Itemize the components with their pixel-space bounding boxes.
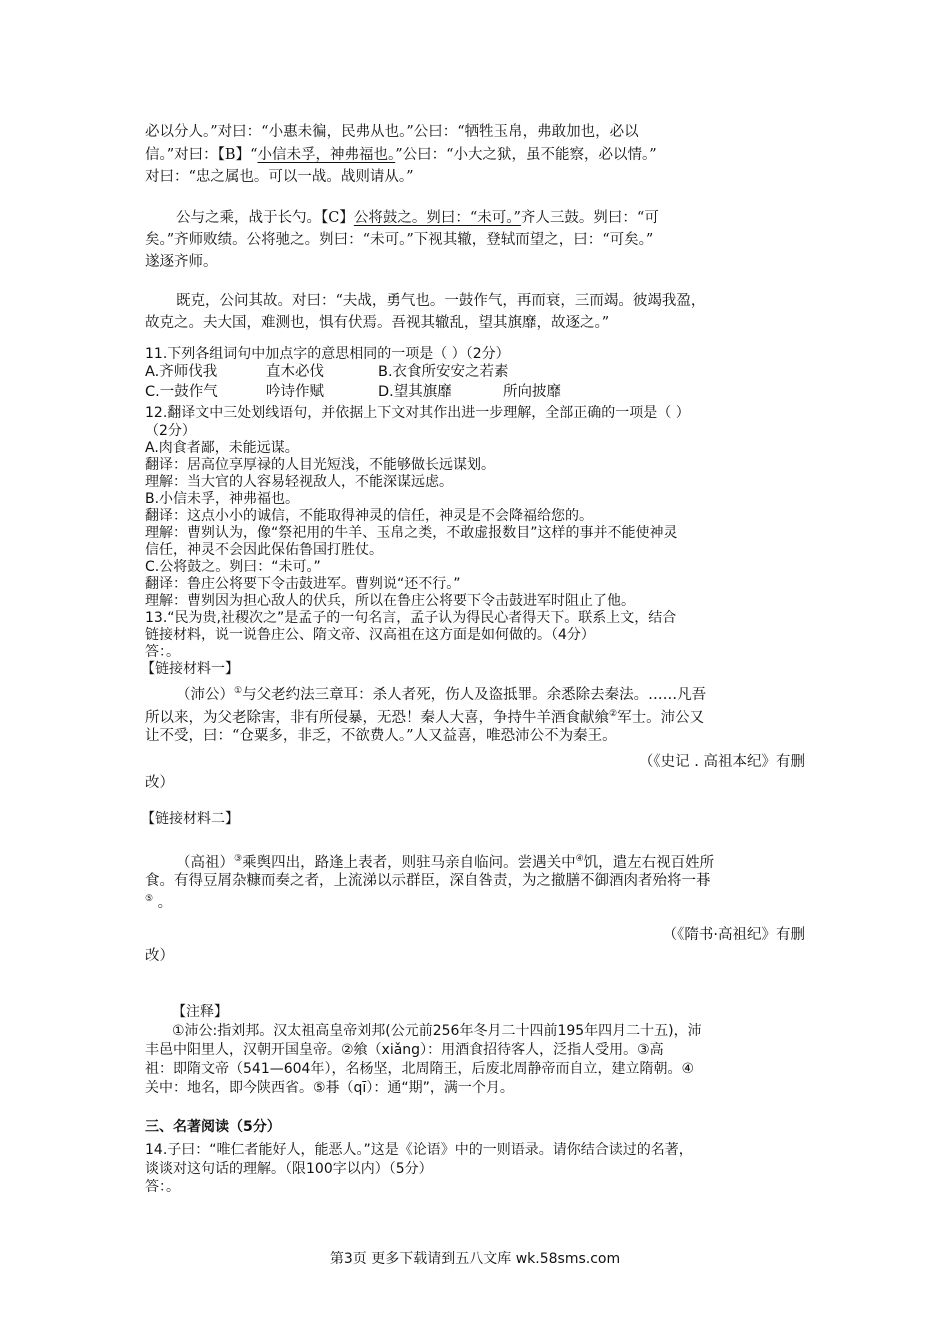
notes-line: ①沛公:指刘邦。汉太祖高皇帝刘邦(公元前256年冬月二十四前195年四月二十五)，沛 [172, 1023, 702, 1039]
question-14-stem: 谈谈对这句话的理解。（限100字以内）（5分） [145, 1161, 433, 1177]
question-13-stem: 链接材料，说一说鲁庄公、隋文帝、汉高祖在这方面是如何做的。（4分） [145, 627, 595, 643]
answer-line: 答：。 [145, 644, 180, 660]
material-1-line: 所以来，为父老除害，非有所侵暴，无恐！秦人大喜，争持牛羊酒食献飨②军士。沛公又 [145, 709, 705, 726]
q11-option-b: B.衣食所安安之若素 [378, 364, 509, 380]
q11-option-c: C.一鼓作气 [145, 384, 218, 400]
question-13-stem: 13.“民为贵,社稷次之”是孟子的一句名言，孟子认为得民心者得天下。联系上文，结合 [145, 610, 677, 626]
passage-line: 公与之乘，战于长勺。【C】公将鼓之。刿曰：“未可。”齐人三鼓。刿曰：“可 [176, 210, 659, 226]
q12-option-a-understanding: 理解：当大官的人容易轻视敌人，不能深谋远虑。 [145, 474, 453, 490]
notes-line: 关中：地名，即今陕西省。⑤朞（qī）：通“期”，满一个月。 [145, 1080, 514, 1096]
passage-line: 对曰：“忠之属也。可以一战。战则请从。” [145, 169, 414, 185]
q12-option-a-title: A.肉食者鄙，未能远谋。 [145, 440, 299, 456]
material-1-source: （《史记 . 高祖本纪》有删 [638, 754, 805, 770]
material-2-line: （高祖）③乘舆四出，路逢上表者，则驻马亲自临问。尝遇关中④饥，遣左右视百姓所 [176, 854, 715, 871]
q12-option-b-title: B.小信未孚，神弗福也。 [145, 491, 300, 507]
q12-option-b-understanding: 理解：曹刿认为，像“祭祀用的牛羊、玉帛之类，不敢虚报数目”这样的事并不能使神灵 [145, 525, 678, 541]
q12-option-c-title: C.公将鼓之。刿曰：“未可。” [145, 559, 321, 575]
passage-line: 既克，公问其故。对曰：“夫战，勇气也。一鼓作气，再而衰，三而竭。彼竭我盈， [176, 293, 706, 309]
notes-line: 祖：即隋文帝（541—604年），名杨坚，北周隋王，后废北周静帝而自立，建立隋朝。④ [145, 1061, 694, 1077]
q12-option-b-understanding: 信任，神灵不会因此保佑鲁国打胜仗。 [145, 542, 383, 558]
page-footer: 第3页 更多下载请到五八文库 wk.58sms.com [329, 1251, 621, 1267]
passage-line: 必以分人。”对曰：“小惠未徧，民弗从也。”公曰：“牺牲玉帛，弗敢加也，必以 [145, 124, 639, 140]
notes-line: 丰邑中阳里人，汉朝开国皇帝。②飨（xiǎng）：用酒食招待客人，泛指人受用。③高 [145, 1042, 664, 1058]
notes-title: 【注释】 [172, 1004, 228, 1020]
q11-option-d-compare: 所向披靡 [503, 384, 561, 400]
material-1-line: （沛公）①与父老约法三章耳：杀人者死，伤人及盗抵罪。余悉除去秦法。……凡吾 [176, 686, 707, 703]
answer-line: 答：。 [145, 1179, 180, 1195]
material-2-source: （《隋书·高祖纪》有删 [662, 927, 805, 943]
question-12-stem: 12.翻译文中三处划线语句，并依据上下文对其作出进一步理解，全部正确的一项是（ ） [145, 405, 690, 421]
material-2-line: ⑤ 。 [145, 894, 173, 911]
question-11-stem: 11.下列各组词句中加点字的意思相同的一项是（ ）（2分） [145, 346, 510, 362]
q12-option-c-understanding: 理解：曹刿因为担心敌人的伏兵，所以在鲁庄公将要下令击鼓进军时阻止了他。 [145, 593, 635, 609]
passage-line: 矣。”齐师败绩。公将驰之。刿曰：“未可。”下视其辙，登轼而望之，曰：“可矣。” [145, 232, 654, 248]
material-2-line: 食。有得豆屑杂糠而奏之者，上流涕以示群臣，深自咎责，为之撤膳不御酒肉者殆将一朞 [145, 873, 711, 889]
passage-line: 信。”对曰：【B】“小信未孚，神弗福也。”公曰：“小大之狱，虽不能察，必以情。” [145, 147, 657, 163]
material-2-source: 改） [145, 948, 174, 964]
question-14-stem: 14.子曰：“唯仁者能好人，能恶人。”这是《论语》中的一则语录。请你结合读过的名著， [145, 1142, 693, 1158]
underlined-sentence-b: 小信未孚，神弗福也。 [257, 147, 396, 163]
q12-option-b-translation: 翻译：这点小小的诚信，不能取得神灵的信任，神灵是不会降福给您的。 [145, 508, 593, 524]
q11-option-a-compare: 直木必伐 [266, 364, 324, 380]
material-2-title: 【链接材料二】 [141, 811, 239, 827]
question-12-stem: （2分） [145, 423, 196, 439]
material-1-title: 【链接材料一】 [141, 661, 239, 677]
q11-option-a: A.齐师伐我 [145, 364, 218, 380]
passage-line: 故克之。夫大国，难测也，惧有伏焉。吾视其辙乱，望其旗靡，故逐之。” [145, 315, 610, 331]
q11-option-c-compare: 吟诗作赋 [266, 384, 324, 400]
section-3-title: 三、名著阅读（5分） [145, 1119, 281, 1135]
material-1-line: 让不受，曰：“仓粟多，非乏，不欲费人。”人又益喜，唯恐沛公不为秦王。 [145, 728, 617, 744]
q11-option-d: D.望其旗靡 [378, 384, 452, 400]
q12-option-c-translation: 翻译：鲁庄公将要下令击鼓进军。曹刿说“还不行。” [145, 576, 461, 592]
material-1-source: 改） [145, 775, 174, 791]
q12-option-a-translation: 翻译：居高位享厚禄的人目光短浅，不能够做长远谋划。 [145, 457, 495, 473]
underlined-sentence-c: 公将鼓之。刿曰：“未可。” [353, 210, 521, 226]
passage-line: 遂逐齐师。 [145, 254, 218, 270]
